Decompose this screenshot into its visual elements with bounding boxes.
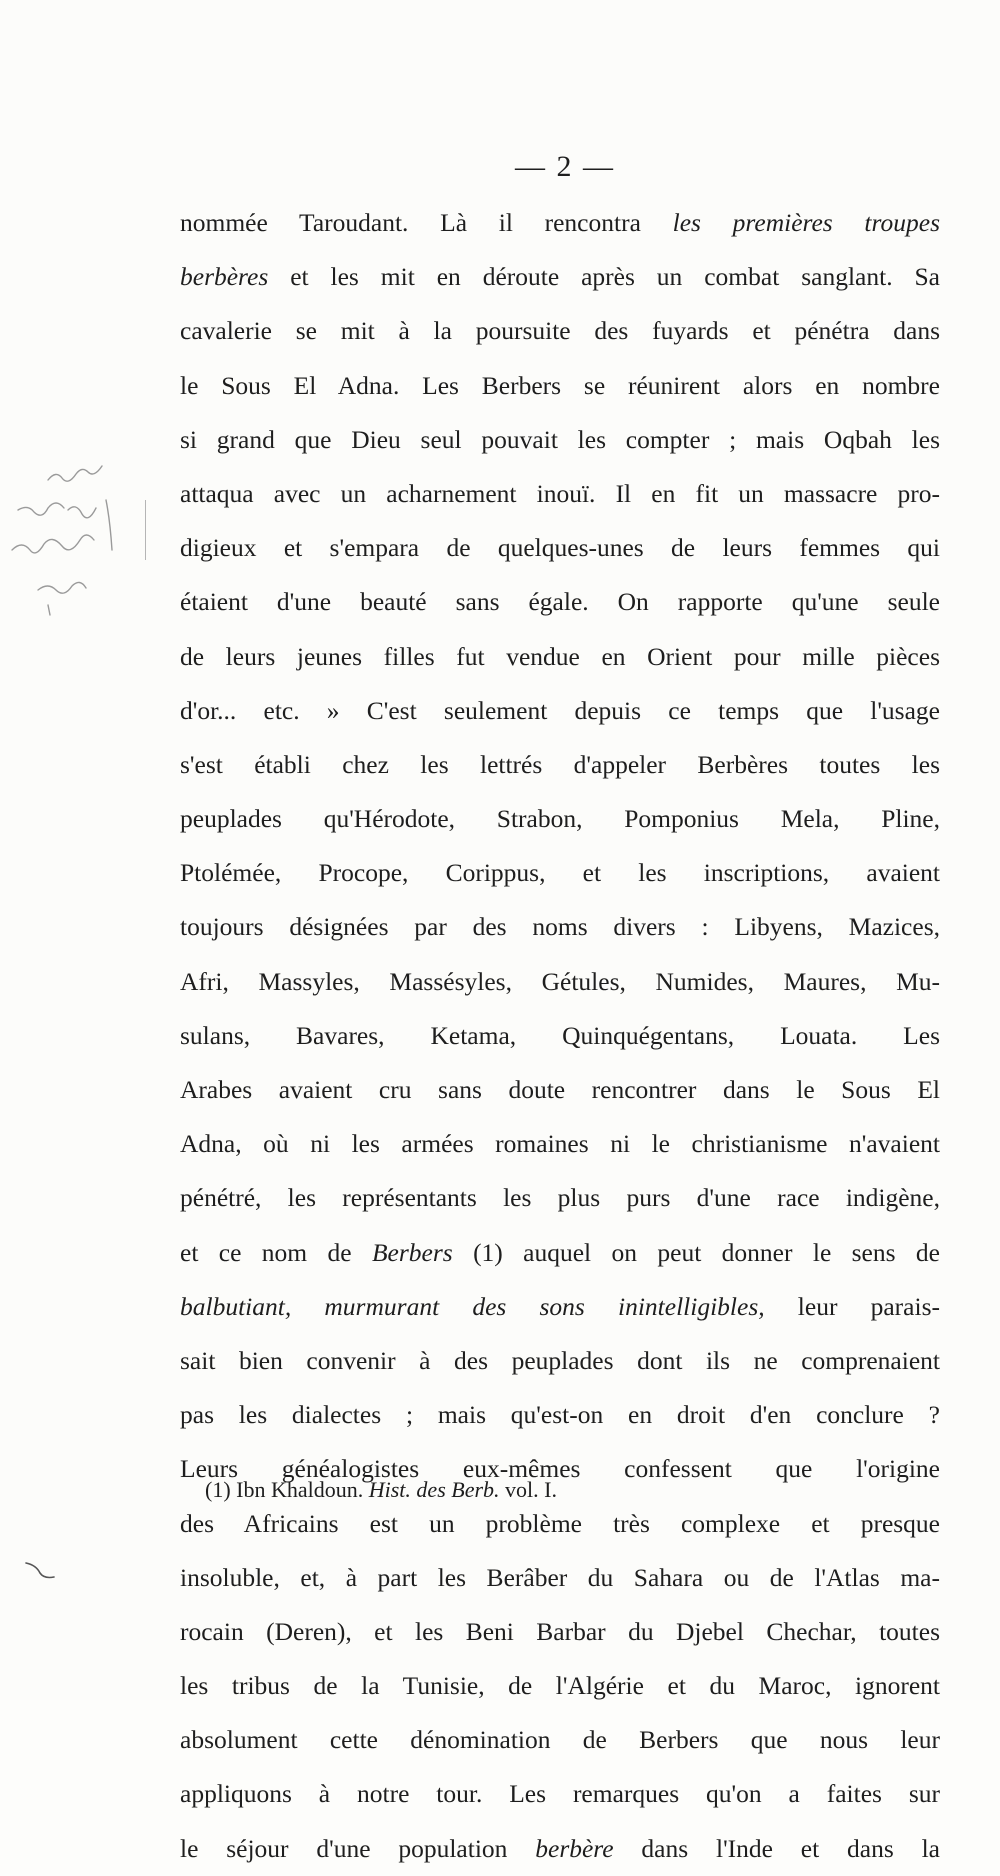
text-line: Afri, Massyles, Massésyles, Gétules, Numides, Maures, Mu- [180, 966, 940, 996]
text-line: peuplades qu'Hérodote, Strabon, Pomponius Mela, Pline, [180, 804, 940, 834]
text-line: Leurs généalogistes eux-mêmes confessent que l'origine [180, 1454, 940, 1484]
text-line: de leurs jeunes filles fut vendue en Orient pour mille pièces [180, 641, 940, 671]
text-line: Arabes avaient cru sans doute rencontrer dans le Sous El [180, 1075, 940, 1104]
edge-pencil-mark-icon [22, 1555, 62, 1585]
text-line: des Africains est un problème très complexe et presque [180, 1508, 940, 1538]
text-line: d'or... etc. » C'est seulement depuis ce temps que l'usage [180, 695, 940, 725]
text-line: insoluble, et, à part les Berâber du Sahara ou de l'Atlas ma- [180, 1562, 940, 1592]
text-line: digieux et s'empara de quelques-unes de leurs femmes qui [180, 533, 940, 563]
text-line: berbères et les mit en déroute après un combat sanglant. Sa [180, 262, 940, 292]
text-line: et ce nom de Berbers (1) auquel on peut donner le sens de [180, 1237, 940, 1267]
text-line: sulans, Bavares, Ketama, Quinquégentans, Louata. Les [180, 1020, 940, 1050]
text-line: les tribus de la Tunisie, de l'Algérie et du Maroc, ignorent [180, 1671, 940, 1701]
text-line: s'est établi chez les lettrés d'appeler Berbères toutes les [180, 749, 940, 779]
text-line: attaqua avec un acharnement inouï. Il en fit un massacre pro- [180, 478, 940, 508]
text-line: absolument cette dénomination de Berbers que nous leur [180, 1725, 940, 1755]
body-text [180, 196, 940, 1876]
text-line: pénétré, les représentants les plus purs d'une race indigène, [180, 1183, 940, 1213]
text-line: balbutiant, murmurant des sons inintelligibles, leur parais- [180, 1291, 940, 1321]
text-line: Ptolémée, Procope, Corippus, et les inscriptions, avaient [180, 858, 940, 888]
text-line: Adna, où ni les armées romaines ni le christianisme n'avaient [180, 1129, 940, 1159]
text-line: le séjour d'une population berbère dans l'Inde et dans la [180, 1833, 940, 1863]
marginalia-scribble-icon [8, 440, 148, 620]
text-line: si grand que Dieu seul pouvait les compter ; mais Oqbah les [180, 424, 940, 454]
text-line: cavalerie se mit à la poursuite des fuyards et pénétra dans [180, 316, 940, 346]
text-line: le Sous El Adna. Les Berbers se réunirent alors en nombre [180, 370, 940, 400]
footnote: (1) Ibn Khaldoun. Hist. des Berb. vol. I. [205, 1477, 557, 1502]
text-line: étaient d'une beauté sans égale. On rapporte qu'une seule [180, 587, 940, 617]
text-line: pas les dialectes ; mais qu'est-on en droit d'en conclure ? [180, 1400, 940, 1430]
text-line: appliquons à notre tour. Les remarques qu'on a faites sur [180, 1779, 940, 1809]
text-line: nommée Taroudant. Là il rencontra les premières troupes [180, 208, 940, 237]
text-line: rocain (Deren), et les Beni Barbar du Djebel Chechar, toutes [180, 1616, 940, 1646]
page-number: — 2 — [515, 150, 615, 183]
text-line: toujours désignées par des noms divers : Libyens, Mazices, [180, 912, 940, 942]
text-line: sait bien convenir à des peuplades dont ils ne comprenaient [180, 1345, 940, 1375]
